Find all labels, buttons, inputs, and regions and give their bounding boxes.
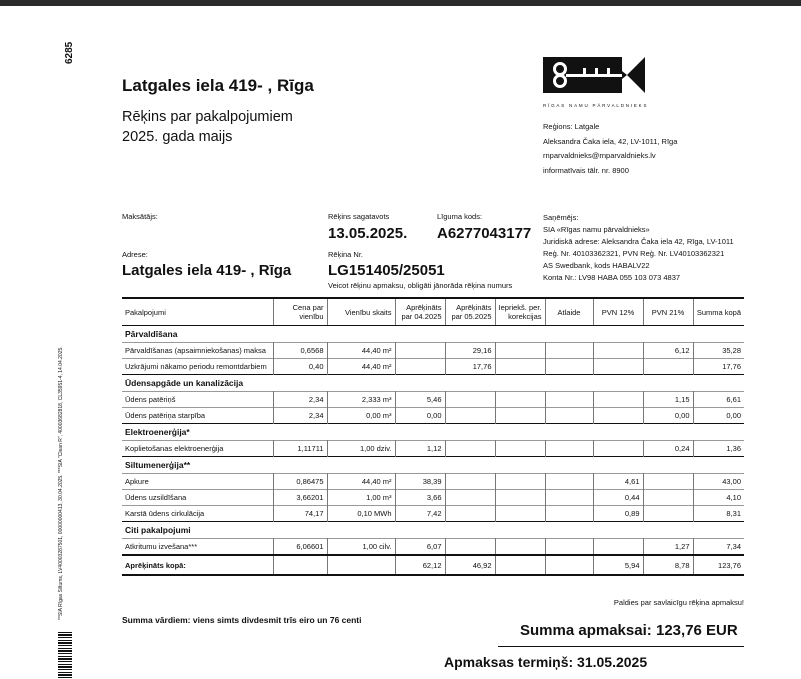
value-cell: 0,40 <box>273 359 327 375</box>
value-cell: 43,00 <box>693 474 744 490</box>
value-cell: 44,40 m² <box>327 343 395 359</box>
value-cell <box>395 359 445 375</box>
table-section-row <box>122 522 744 539</box>
company-address: Aleksandra Čaka iela, 42, LV-1011, Rīga <box>543 136 678 146</box>
value-cell <box>593 343 643 359</box>
payee-info <box>543 212 734 284</box>
logo-text: RĪGAS NAMU PĀRVALDNIEKS <box>543 103 649 108</box>
table-section-row <box>122 424 744 441</box>
value-cell: 6,12 <box>643 343 693 359</box>
col-header: PVN 12% <box>593 298 643 326</box>
value-cell <box>445 474 495 490</box>
value-cell: 0,00 m³ <box>327 408 395 424</box>
value-cell <box>495 441 545 457</box>
value-cell: 17,76 <box>445 359 495 375</box>
value-cell: 1,00 cilv. <box>327 539 395 556</box>
table-row <box>122 539 744 556</box>
total-cell: 8,78 <box>643 555 693 575</box>
value-cell <box>445 539 495 556</box>
payee-label: Saņēmējs: <box>543 213 579 222</box>
value-cell <box>545 359 593 375</box>
thanks-note: Paldies par savlaicīgu rēķina apmaksu! <box>613 598 744 607</box>
value-cell <box>643 490 693 506</box>
issued-label: Rēķins sagatavots <box>328 212 390 221</box>
issued-date: 13.05.2025. <box>328 225 408 242</box>
value-cell: 1,15 <box>643 392 693 408</box>
company-email: rnparvaldnieks@rnparvaldnieks.lv <box>543 151 656 160</box>
value-cell: 2,333 m³ <box>327 392 395 408</box>
key-logo-icon <box>543 57 645 93</box>
barcode-graphic <box>58 632 72 678</box>
service-name-cell: Karstā ūdens cirkulācija <box>122 506 273 522</box>
value-cell: 44,40 m² <box>327 359 395 375</box>
col-header: Cena par vienību <box>273 298 327 326</box>
service-name-cell: Koplietošanas elektroenerģija <box>122 441 273 457</box>
value-cell <box>495 392 545 408</box>
value-cell <box>495 474 545 490</box>
col-header: Pakalpojumi <box>122 298 273 326</box>
table-row <box>122 359 744 375</box>
total-cell <box>495 555 545 575</box>
col-header: Aprēķināts par 05.2025 <box>445 298 495 326</box>
col-header: Vienību skaits <box>327 298 395 326</box>
value-cell: 1,11711 <box>273 441 327 457</box>
total-cell: 46,92 <box>445 555 495 575</box>
value-cell: 29,16 <box>445 343 495 359</box>
value-cell <box>545 474 593 490</box>
service-name-cell: Uzkrājumi nākamo periodu remontdarbiem <box>122 359 273 375</box>
total-cell: 123,76 <box>693 555 744 575</box>
section-title: Ūdensapgāde un kanalizācija <box>122 375 744 392</box>
value-cell: 3,66 <box>395 490 445 506</box>
table-row <box>122 490 744 506</box>
invoice-number: LG151405/25051 <box>328 262 445 279</box>
divider <box>498 646 744 647</box>
value-cell: 0,86475 <box>273 474 327 490</box>
page-title: Latgales iela 419- , Rīga <box>122 76 314 95</box>
value-cell <box>643 474 693 490</box>
payer-label: Maksātājs: <box>122 212 158 221</box>
invoice-note: Veicot rēķinu apmaksu, obligāti jānorāda rēķina numurs <box>328 281 513 290</box>
due-date: Apmaksas termiņš: 31.05.2025 <box>444 654 648 670</box>
value-cell <box>643 506 693 522</box>
section-title: Elektroenerģija* <box>122 424 744 441</box>
value-cell: 1,00 m³ <box>327 490 395 506</box>
table-row <box>122 474 744 490</box>
service-name-cell: Ūdens patēriņa starpība <box>122 408 273 424</box>
value-cell: 1,12 <box>395 441 445 457</box>
top-bar <box>0 0 801 6</box>
document-title <box>122 107 293 147</box>
total-cell <box>327 555 395 575</box>
col-header: Aprēķināts par 04.2025 <box>395 298 445 326</box>
value-cell: 3,66201 <box>273 490 327 506</box>
value-cell: 74,17 <box>273 506 327 522</box>
table-section-row <box>122 375 744 392</box>
service-name-cell: Ūdens patēriņš <box>122 392 273 408</box>
value-cell: 1,00 dziv. <box>327 441 395 457</box>
table-row <box>122 506 744 522</box>
value-cell: 44,40 m² <box>327 474 395 490</box>
amount-due-value: 123,76 EUR <box>656 622 738 639</box>
value-cell: 7,42 <box>395 506 445 522</box>
value-cell: 35,28 <box>693 343 744 359</box>
company-info <box>543 120 677 178</box>
value-cell: 6,06601 <box>273 539 327 556</box>
service-name-cell: Pārvaldīšanas (apsaimniekošanas) maksa <box>122 343 273 359</box>
table-row <box>122 392 744 408</box>
value-cell <box>545 392 593 408</box>
total-cell: 62,12 <box>395 555 445 575</box>
value-cell <box>495 490 545 506</box>
table-row <box>122 408 744 424</box>
value-cell <box>545 506 593 522</box>
value-cell: 6,61 <box>693 392 744 408</box>
value-cell: 0,10 MWh <box>327 506 395 522</box>
value-cell <box>545 490 593 506</box>
section-title: Pārvaldīšana <box>122 326 744 343</box>
value-cell <box>495 408 545 424</box>
col-header: Summa kopā <box>693 298 744 326</box>
value-cell: 6,07 <box>395 539 445 556</box>
value-cell <box>545 441 593 457</box>
value-cell <box>593 392 643 408</box>
address-label: Adrese: <box>122 250 148 259</box>
col-header: Iepriekš. per. korekcijas <box>495 298 545 326</box>
value-cell: 17,76 <box>693 359 744 375</box>
value-cell <box>445 490 495 506</box>
document-title-line2: 2025. gada maijs <box>122 129 233 145</box>
table-total-row <box>122 555 744 575</box>
value-cell: 0,00 <box>693 408 744 424</box>
value-cell <box>395 343 445 359</box>
value-cell <box>495 359 545 375</box>
value-cell <box>593 539 643 556</box>
payee-legal: Juridiskā adrese: Aleksandra Čaka iela 42, Rīga, LV-1011 <box>543 237 734 246</box>
value-cell <box>495 343 545 359</box>
value-cell: 0,89 <box>593 506 643 522</box>
value-cell: 5,46 <box>395 392 445 408</box>
total-cell: 5,94 <box>593 555 643 575</box>
address-value: Latgales iela 419- , Rīga <box>122 262 292 279</box>
services-table <box>122 297 744 576</box>
value-cell <box>545 408 593 424</box>
value-cell: 8,31 <box>693 506 744 522</box>
value-cell: 0,00 <box>643 408 693 424</box>
table-row <box>122 343 744 359</box>
service-name-cell: Atkritumu izvešana*** <box>122 539 273 556</box>
value-cell: 1,36 <box>693 441 744 457</box>
col-header: PVN 21% <box>643 298 693 326</box>
total-cell <box>545 555 593 575</box>
region: Reģions: Latgale <box>543 122 600 131</box>
value-cell <box>445 392 495 408</box>
value-cell <box>445 506 495 522</box>
value-cell: 4,10 <box>693 490 744 506</box>
payee-reg: Reģ. Nr. 40103362321, PVN Reģ. Nr. LV40103362321 <box>543 249 725 258</box>
table-row <box>122 441 744 457</box>
company-logo <box>543 57 645 93</box>
value-cell: 4,61 <box>593 474 643 490</box>
amount-in-words: Summa vārdiem: viens simts divdesmit trīs eiro un 76 centi <box>122 615 362 625</box>
table-section-row <box>122 326 744 343</box>
value-cell <box>545 539 593 556</box>
table-section-row <box>122 457 744 474</box>
value-cell <box>593 359 643 375</box>
payee-name: SIA «Rīgas namu pārvaldnieks» <box>543 225 650 234</box>
value-cell <box>495 539 545 556</box>
payee-bank: AS Swedbank, kods HABALV22 <box>543 261 650 270</box>
value-cell: 0,24 <box>643 441 693 457</box>
value-cell <box>545 343 593 359</box>
invoice-label: Rēķina Nr. <box>328 250 364 259</box>
side-code: 6285 <box>64 41 75 64</box>
value-cell: 2,34 <box>273 392 327 408</box>
service-name-cell: Ūdens uzsildīšana <box>122 490 273 506</box>
value-cell <box>445 408 495 424</box>
value-cell: 0,00 <box>395 408 445 424</box>
amount-due-label: Summa apmaksai: <box>520 622 652 639</box>
side-note: **SIA Rīgas Siltums, LV40003287501, 00000000413, 30.04.2025. ***SIA "Clean R", 40003682818, CL35951-4, 14.04.2025. <box>58 346 64 620</box>
total-cell <box>273 555 327 575</box>
contract-label: Līguma kods: <box>437 212 483 221</box>
value-cell <box>445 441 495 457</box>
contract-code: A6277043177 <box>437 225 532 242</box>
value-cell: 1,27 <box>643 539 693 556</box>
value-cell <box>593 408 643 424</box>
value-cell: 38,39 <box>395 474 445 490</box>
section-title: Siltumenerģija** <box>122 457 744 474</box>
table-header-row <box>122 298 744 326</box>
value-cell <box>643 359 693 375</box>
section-title: Citi pakalpojumi <box>122 522 744 539</box>
payee-account: Konta Nr.: LV98 HABA 055 103 073 4837 <box>543 273 681 282</box>
value-cell: 0,6568 <box>273 343 327 359</box>
total-label: Aprēķināts kopā: <box>122 555 273 575</box>
col-header: Atlaide <box>545 298 593 326</box>
value-cell: 0,44 <box>593 490 643 506</box>
value-cell: 2,34 <box>273 408 327 424</box>
value-cell: 7,34 <box>693 539 744 556</box>
company-phone: informatīvais tālr. nr. 8900 <box>543 165 629 175</box>
document-title-line1: Rēķins par pakalpojumiem <box>122 109 293 125</box>
value-cell <box>593 441 643 457</box>
value-cell <box>495 506 545 522</box>
service-name-cell: Apkure <box>122 474 273 490</box>
